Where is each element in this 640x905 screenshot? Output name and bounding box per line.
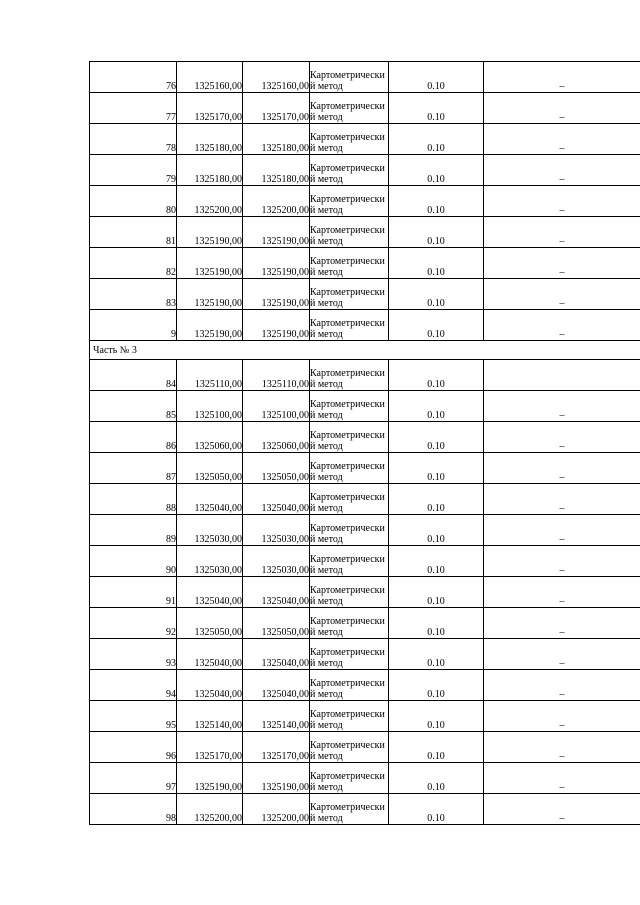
coordinate-x: 1325100,00 bbox=[177, 391, 243, 422]
coordinate-y: 1325110,00 bbox=[243, 360, 310, 391]
point-number: 91 bbox=[90, 577, 177, 608]
description-mark: – bbox=[484, 62, 640, 93]
coordinate-y: 1325050,00 bbox=[243, 453, 310, 484]
description-mark: – bbox=[484, 732, 640, 763]
table-row bbox=[90, 577, 640, 608]
table-row bbox=[90, 360, 640, 391]
point-number: 85 bbox=[90, 391, 177, 422]
coordinate-x: 1325050,00 bbox=[177, 453, 243, 484]
table-row bbox=[90, 248, 640, 279]
table-row bbox=[90, 639, 640, 670]
determination-method: Картометрический метод bbox=[310, 310, 389, 341]
description-mark: – bbox=[484, 310, 640, 341]
coordinate-x: 1325110,00 bbox=[177, 360, 243, 391]
coordinate-y: 1325190,00 bbox=[243, 310, 310, 341]
description-mark: – bbox=[484, 515, 640, 546]
coordinates-table bbox=[89, 61, 640, 825]
determination-method: Картометрический метод bbox=[310, 217, 389, 248]
coordinates-table-body bbox=[90, 62, 640, 825]
description-mark: – bbox=[484, 155, 640, 186]
determination-method: Картометрический метод bbox=[310, 453, 389, 484]
description-mark: – bbox=[484, 217, 640, 248]
coordinate-x: 1325190,00 bbox=[177, 217, 243, 248]
table-row bbox=[90, 732, 640, 763]
accuracy-value: 0.10 bbox=[389, 639, 484, 670]
coordinate-y: 1325180,00 bbox=[243, 155, 310, 186]
coordinate-y: 1325040,00 bbox=[243, 639, 310, 670]
table-row bbox=[90, 124, 640, 155]
coordinate-x: 1325050,00 bbox=[177, 608, 243, 639]
point-number: 80 bbox=[90, 186, 177, 217]
determination-method: Картометрический метод bbox=[310, 639, 389, 670]
description-mark: – bbox=[484, 186, 640, 217]
coordinate-y: 1325190,00 bbox=[243, 279, 310, 310]
accuracy-value: 0.10 bbox=[389, 155, 484, 186]
coordinate-x: 1325170,00 bbox=[177, 732, 243, 763]
table-row bbox=[90, 701, 640, 732]
coordinate-y: 1325060,00 bbox=[243, 422, 310, 453]
determination-method: Картометрический метод bbox=[310, 124, 389, 155]
table-row bbox=[90, 93, 640, 124]
accuracy-value: 0.10 bbox=[389, 186, 484, 217]
coordinate-y: 1325040,00 bbox=[243, 670, 310, 701]
table-row bbox=[90, 217, 640, 248]
description-mark bbox=[484, 360, 640, 391]
accuracy-value: 0.10 bbox=[389, 577, 484, 608]
coordinate-y: 1325050,00 bbox=[243, 608, 310, 639]
determination-method: Картометрический метод bbox=[310, 279, 389, 310]
point-number: 9 bbox=[90, 310, 177, 341]
description-mark: – bbox=[484, 124, 640, 155]
determination-method: Картометрический метод bbox=[310, 248, 389, 279]
accuracy-value: 0.10 bbox=[389, 217, 484, 248]
determination-method: Картометрический метод bbox=[310, 484, 389, 515]
accuracy-value: 0.10 bbox=[389, 701, 484, 732]
coordinate-x: 1325190,00 bbox=[177, 763, 243, 794]
point-number: 82 bbox=[90, 248, 177, 279]
point-number: 93 bbox=[90, 639, 177, 670]
coordinate-y: 1325170,00 bbox=[243, 93, 310, 124]
coordinate-y: 1325170,00 bbox=[243, 732, 310, 763]
determination-method: Картометрический метод bbox=[310, 670, 389, 701]
determination-method: Картометрический метод bbox=[310, 186, 389, 217]
point-number: 94 bbox=[90, 670, 177, 701]
description-mark: – bbox=[484, 484, 640, 515]
determination-method: Картометрический метод bbox=[310, 515, 389, 546]
coordinate-y: 1325040,00 bbox=[243, 577, 310, 608]
accuracy-value: 0.10 bbox=[389, 62, 484, 93]
point-number: 88 bbox=[90, 484, 177, 515]
point-number: 95 bbox=[90, 701, 177, 732]
point-number: 96 bbox=[90, 732, 177, 763]
determination-method: Картометрический метод bbox=[310, 422, 389, 453]
table-row bbox=[90, 391, 640, 422]
coordinate-y: 1325200,00 bbox=[243, 794, 310, 825]
coordinate-y: 1325200,00 bbox=[243, 186, 310, 217]
description-mark: – bbox=[484, 422, 640, 453]
point-number: 90 bbox=[90, 546, 177, 577]
table-row bbox=[90, 310, 640, 341]
point-number: 97 bbox=[90, 763, 177, 794]
coordinate-x: 1325040,00 bbox=[177, 670, 243, 701]
description-mark: – bbox=[484, 577, 640, 608]
determination-method: Картометрический метод bbox=[310, 360, 389, 391]
table-row bbox=[90, 515, 640, 546]
determination-method: Картометрический метод bbox=[310, 155, 389, 186]
table-row bbox=[90, 155, 640, 186]
accuracy-value: 0.10 bbox=[389, 546, 484, 577]
coordinate-x: 1325140,00 bbox=[177, 701, 243, 732]
table-row bbox=[90, 422, 640, 453]
accuracy-value: 0.10 bbox=[389, 93, 484, 124]
section-header-row bbox=[90, 341, 640, 360]
determination-method: Картометрический метод bbox=[310, 763, 389, 794]
table-row bbox=[90, 62, 640, 93]
description-mark: – bbox=[484, 608, 640, 639]
accuracy-value: 0.10 bbox=[389, 608, 484, 639]
coordinate-y: 1325190,00 bbox=[243, 763, 310, 794]
description-mark: – bbox=[484, 701, 640, 732]
point-number: 79 bbox=[90, 155, 177, 186]
description-mark: – bbox=[484, 391, 640, 422]
point-number: 76 bbox=[90, 62, 177, 93]
table-row bbox=[90, 670, 640, 701]
description-mark: – bbox=[484, 763, 640, 794]
determination-method: Картометрический метод bbox=[310, 62, 389, 93]
determination-method: Картометрический метод bbox=[310, 701, 389, 732]
coordinate-x: 1325200,00 bbox=[177, 186, 243, 217]
determination-method: Картометрический метод bbox=[310, 577, 389, 608]
table-row bbox=[90, 546, 640, 577]
coordinate-x: 1325200,00 bbox=[177, 794, 243, 825]
point-number: 83 bbox=[90, 279, 177, 310]
coordinate-x: 1325180,00 bbox=[177, 124, 243, 155]
accuracy-value: 0.10 bbox=[389, 360, 484, 391]
coordinate-x: 1325190,00 bbox=[177, 310, 243, 341]
table-row bbox=[90, 186, 640, 217]
coordinate-y: 1325190,00 bbox=[243, 217, 310, 248]
description-mark: – bbox=[484, 794, 640, 825]
description-mark: – bbox=[484, 670, 640, 701]
table-row bbox=[90, 608, 640, 639]
accuracy-value: 0.10 bbox=[389, 732, 484, 763]
coordinate-y: 1325160,00 bbox=[243, 62, 310, 93]
table-row bbox=[90, 794, 640, 825]
determination-method: Картометрический метод bbox=[310, 546, 389, 577]
section-label: Часть № 3 bbox=[90, 341, 640, 360]
description-mark: – bbox=[484, 93, 640, 124]
coordinate-x: 1325060,00 bbox=[177, 422, 243, 453]
accuracy-value: 0.10 bbox=[389, 794, 484, 825]
coordinate-x: 1325180,00 bbox=[177, 155, 243, 186]
accuracy-value: 0.10 bbox=[389, 763, 484, 794]
coordinate-x: 1325030,00 bbox=[177, 515, 243, 546]
coordinate-x: 1325040,00 bbox=[177, 484, 243, 515]
description-mark: – bbox=[484, 639, 640, 670]
table-row bbox=[90, 484, 640, 515]
coordinate-y: 1325040,00 bbox=[243, 484, 310, 515]
point-number: 81 bbox=[90, 217, 177, 248]
accuracy-value: 0.10 bbox=[389, 124, 484, 155]
coordinate-y: 1325180,00 bbox=[243, 124, 310, 155]
determination-method: Картометрический метод bbox=[310, 608, 389, 639]
coordinate-x: 1325040,00 bbox=[177, 639, 243, 670]
coordinate-y: 1325030,00 bbox=[243, 546, 310, 577]
description-mark: – bbox=[484, 248, 640, 279]
coordinate-x: 1325160,00 bbox=[177, 62, 243, 93]
coordinate-x: 1325170,00 bbox=[177, 93, 243, 124]
coordinate-x: 1325190,00 bbox=[177, 248, 243, 279]
coordinate-y: 1325190,00 bbox=[243, 248, 310, 279]
accuracy-value: 0.10 bbox=[389, 248, 484, 279]
table-row bbox=[90, 279, 640, 310]
coordinate-x: 1325030,00 bbox=[177, 546, 243, 577]
point-number: 87 bbox=[90, 453, 177, 484]
description-mark: – bbox=[484, 453, 640, 484]
accuracy-value: 0.10 bbox=[389, 670, 484, 701]
table-row bbox=[90, 453, 640, 484]
point-number: 86 bbox=[90, 422, 177, 453]
point-number: 89 bbox=[90, 515, 177, 546]
point-number: 78 bbox=[90, 124, 177, 155]
accuracy-value: 0.10 bbox=[389, 515, 484, 546]
point-number: 77 bbox=[90, 93, 177, 124]
table-row bbox=[90, 763, 640, 794]
point-number: 84 bbox=[90, 360, 177, 391]
coordinate-y: 1325140,00 bbox=[243, 701, 310, 732]
description-mark: – bbox=[484, 546, 640, 577]
accuracy-value: 0.10 bbox=[389, 391, 484, 422]
determination-method: Картометрический метод bbox=[310, 93, 389, 124]
determination-method: Картометрический метод bbox=[310, 391, 389, 422]
point-number: 98 bbox=[90, 794, 177, 825]
determination-method: Картометрический метод bbox=[310, 794, 389, 825]
accuracy-value: 0.10 bbox=[389, 310, 484, 341]
description-mark: – bbox=[484, 279, 640, 310]
determination-method: Картометрический метод bbox=[310, 732, 389, 763]
coordinate-x: 1325040,00 bbox=[177, 577, 243, 608]
coordinate-x: 1325190,00 bbox=[177, 279, 243, 310]
coordinate-y: 1325030,00 bbox=[243, 515, 310, 546]
accuracy-value: 0.10 bbox=[389, 484, 484, 515]
point-number: 92 bbox=[90, 608, 177, 639]
accuracy-value: 0.10 bbox=[389, 279, 484, 310]
coordinate-y: 1325100,00 bbox=[243, 391, 310, 422]
accuracy-value: 0.10 bbox=[389, 422, 484, 453]
accuracy-value: 0.10 bbox=[389, 453, 484, 484]
